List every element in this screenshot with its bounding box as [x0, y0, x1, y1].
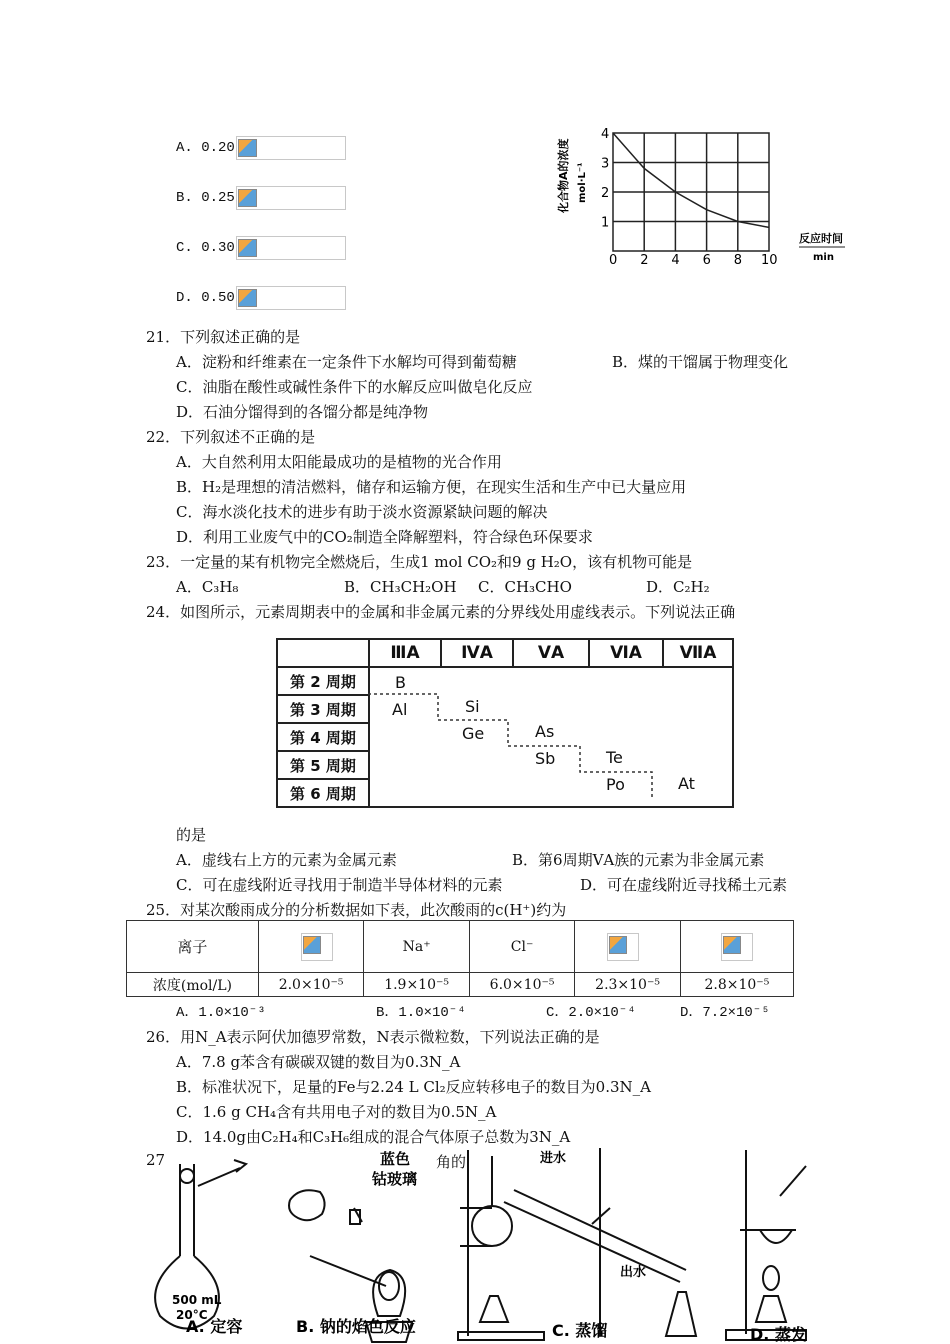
x-tick-label: 4 — [671, 253, 680, 268]
q23-option-b: B．CH₃CH₂OH — [344, 578, 457, 596]
q27-number: 27 — [146, 1151, 166, 1169]
y-tick-label: 1 — [601, 215, 610, 231]
flask-volume-label: 500 mL — [172, 1293, 222, 1307]
caption-b: B. 钠的焰色反应 — [296, 1317, 416, 1336]
concentration-value: 2.0×10⁻⁵ — [258, 973, 363, 997]
element-Si: Si — [465, 697, 480, 716]
broken-image-icon — [607, 933, 639, 961]
q21-option-b: B．煤的干馏属于物理变化 — [612, 353, 789, 371]
water-out-label: 出水 — [620, 1265, 647, 1280]
water-in-label: 进水 — [540, 1151, 567, 1166]
period-label: 第 6 周期 — [277, 779, 369, 807]
y-tick-label: 2 — [601, 186, 610, 201]
q25-option-a: A．1.0×10⁻³ — [176, 1005, 266, 1021]
q26-stem: 26．用N_A表示阿伏加德罗常数，N表示微粒数，下列说法正确的是 — [146, 1028, 600, 1046]
concentration-value: 1.9×10⁻⁵ — [364, 973, 469, 997]
broken-image-icon — [301, 933, 333, 961]
element-Te: Te — [606, 748, 623, 767]
broken-image-icon — [236, 186, 346, 210]
q21-stem: 21．下列叙述正确的是 — [146, 328, 301, 346]
element-Sb: Sb — [535, 749, 556, 768]
group-header: ⅢA — [369, 639, 441, 667]
q21-option-a: A．淀粉和纤维素在一定条件下水解均可得到葡萄糖 — [176, 353, 517, 371]
broken-image-icon — [721, 933, 753, 961]
ion-image-cell — [575, 921, 680, 973]
q23-option-c: C．CH₃CHO — [478, 578, 572, 596]
ion-image-cell — [258, 921, 363, 973]
q20-option-c: C. 0.30 — [176, 240, 235, 256]
period-label: 第 2 周期 — [277, 667, 369, 695]
period-label: 第 4 周期 — [277, 723, 369, 751]
q20-option-b: B. 0.25 — [176, 190, 235, 206]
q22-option-d: D．利用工业废气中的CO₂制造全降解塑料，符合绿色环保要求 — [176, 528, 593, 546]
acid-rain-table — [126, 920, 794, 997]
broken-image-icon — [236, 236, 346, 260]
element-Ge: Ge — [462, 724, 485, 743]
ion-image-cell — [680, 921, 793, 973]
q21-option-d: D．石油分馏得到的各馏分都是纯净物 — [176, 403, 429, 421]
q24-option-d: D．可在虚线附近寻找稀土元素 — [580, 876, 788, 894]
element-B: B — [395, 673, 406, 692]
graph-yunit: mol·L⁻¹ — [577, 162, 588, 203]
cobalt-label-2: 钴玻璃 — [372, 1170, 418, 1188]
concentration-value: 2.8×10⁻⁵ — [680, 973, 793, 997]
x-tick-label: 0 — [609, 253, 618, 268]
group-header: ⅦA — [663, 639, 733, 667]
q24-stem-cont: 的是 — [176, 826, 207, 844]
concentration-graph — [555, 118, 855, 268]
q26-option-c: C．1.6 g CH₄含有共用电子对的数目为0.5N_A — [176, 1103, 497, 1121]
cobalt-label-1: 蓝色 — [380, 1150, 411, 1168]
metal-nonmetal-boundary — [360, 690, 660, 800]
q26-option-b: B．标准状况下，足量的Fe与2.24 L Cl₂反应转移电子的数目为0.3N_A — [176, 1078, 651, 1096]
ion-na: Na⁺ — [364, 921, 469, 973]
broken-image-icon — [236, 286, 346, 310]
distillation-figure — [458, 1148, 696, 1340]
period-label: 第 3 周期 — [277, 695, 369, 723]
broken-image-icon — [236, 136, 346, 160]
lab-apparatus-figures — [150, 1146, 850, 1344]
element-At: At — [678, 774, 695, 793]
q25-option-c: C．2.0×10⁻⁴ — [546, 1005, 636, 1021]
x-tick-label: 2 — [640, 253, 649, 268]
graph-grid — [613, 133, 769, 251]
q24-stem: 24．如图所示，元素周期表中的金属和非金属元素的分界线处用虚线表示。下列说法正确 — [146, 603, 736, 621]
q20-option-a: A. 0.20 — [176, 140, 235, 156]
graph-ylabel: 化合物A的浓度 — [557, 138, 570, 213]
element-As: As — [535, 722, 555, 741]
period-label: 第 5 周期 — [277, 751, 369, 779]
ion-header-label: 离子 — [127, 921, 259, 973]
ion-cl: Cl⁻ — [469, 921, 574, 973]
q25-option-d: D．7.2×10⁻⁵ — [680, 1005, 770, 1021]
q26-option-a: A．7.8 g苯含有碳碳双键的数目为0.3N_A — [176, 1053, 461, 1071]
concentration-label: 浓度(mol/L) — [127, 973, 259, 997]
caption-d: D. 蒸发 — [750, 1325, 807, 1344]
concentration-value: 2.3×10⁻⁵ — [575, 973, 680, 997]
q24-option-b: B．第6周期ⅤA族的元素为非金属元素 — [512, 851, 765, 869]
flask-temp-label: 20°C — [176, 1308, 208, 1322]
q21-option-c: C．油脂在酸性或碱性条件下的水解反应叫做皂化反应 — [176, 378, 533, 396]
concentration-curve — [613, 133, 769, 227]
element-Po: Po — [606, 775, 625, 794]
q27-fragment: 角的 — [436, 1153, 467, 1171]
graph-xlabel: 反应时间 — [799, 232, 843, 245]
element-Al: Al — [392, 700, 408, 719]
q26-option-d: D．14.0g由C₂H₄和C₃H₆组成的混合气体原子总数为3N_A — [176, 1128, 571, 1146]
graph-xunit: min — [813, 252, 834, 263]
group-header: ⅥA — [589, 639, 663, 667]
q24-option-c: C．可在虚线附近寻找用于制造半导体材料的元素 — [176, 876, 503, 894]
q22-option-b: B．H₂是理想的清洁燃料，储存和运输方便，在现实生活和生产中已大量应用 — [176, 478, 687, 496]
y-tick-label: 4 — [601, 127, 610, 142]
y-tick-label: 3 — [601, 156, 610, 172]
q23-option-d: D．C₂H₂ — [646, 578, 710, 596]
y-tick-labels — [601, 127, 609, 231]
x-tick-label: 10 — [761, 253, 778, 268]
q22-stem: 22．下列叙述不正确的是 — [146, 428, 316, 446]
q20-option-d: D. 0.50 — [176, 290, 235, 306]
q23-stem: 23．一定量的某有机物完全燃烧后，生成1 mol CO₂和9 g H₂O，该有机物可能是 — [146, 553, 693, 571]
group-header: ⅤA — [513, 639, 589, 667]
q22-option-c: C．海水淡化技术的进步有助于淡水资源紧缺问题的解决 — [176, 503, 548, 521]
x-tick-labels — [609, 253, 778, 268]
x-tick-label: 6 — [702, 253, 711, 268]
q23-option-a: A．C₃H₈ — [176, 578, 239, 596]
q24-option-a: A．虚线右上方的元素为金属元素 — [176, 851, 397, 869]
evaporation-figure — [726, 1150, 806, 1340]
x-tick-label: 8 — [733, 253, 743, 268]
q25-option-b: B．1.0×10⁻⁴ — [376, 1005, 466, 1021]
q25-stem: 25．对某次酸雨成分的分析数据如下表，此次酸雨的c(H⁺)约为 — [146, 901, 567, 919]
caption-a: A. 定容 — [186, 1317, 243, 1336]
q22-option-a: A．大自然利用太阳能最成功的是植物的光合作用 — [176, 453, 502, 471]
caption-c: C. 蒸馏 — [552, 1321, 608, 1340]
concentration-value: 6.0×10⁻⁵ — [469, 973, 574, 997]
group-header: ⅣA — [441, 639, 513, 667]
